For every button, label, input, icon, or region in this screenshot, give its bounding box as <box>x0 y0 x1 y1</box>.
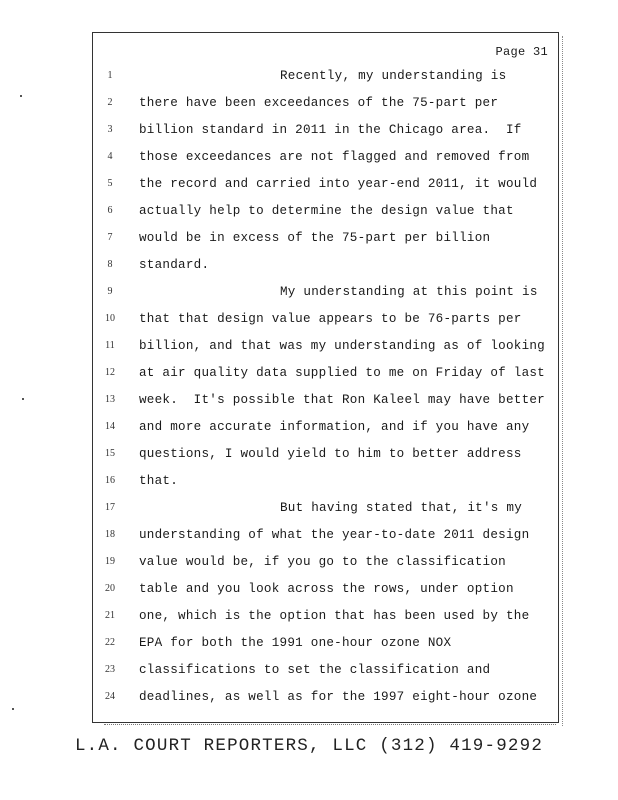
line-text: would be in excess of the 75-part per billion <box>139 231 491 245</box>
line-text: questions, I would yield to him to better address <box>139 447 522 461</box>
line-number: 7 <box>107 232 113 243</box>
line-text: there have been exceedances of the 75-part per <box>139 96 499 110</box>
line-number: 15 <box>105 448 115 459</box>
transcript-line <box>93 661 558 679</box>
transcript-line <box>93 391 558 409</box>
transcript-page <box>92 32 559 723</box>
line-number: 1 <box>107 70 113 81</box>
court-reporter-footer: L.A. COURT REPORTERS, LLC (312) 419-9292 <box>74 736 544 756</box>
line-text: that that design value appears to be 76-parts per <box>139 312 522 326</box>
transcript-line <box>93 283 558 301</box>
line-text: value would be, if you go to the classification <box>139 555 506 569</box>
line-text: deadlines, as well as for the 1997 eight-hour ozone <box>139 690 538 704</box>
line-number: 21 <box>105 610 115 621</box>
line-number: 16 <box>105 475 115 486</box>
line-text: and more accurate information, and if you have any <box>139 420 530 434</box>
line-text: EPA for both the 1991 one-hour ozone NOX <box>139 636 452 650</box>
scan-speck <box>22 398 24 400</box>
transcript-line <box>93 553 558 571</box>
transcript-lines <box>93 33 558 722</box>
line-text: standard. <box>139 258 210 272</box>
transcript-line <box>93 256 558 274</box>
line-number: 3 <box>107 124 113 135</box>
transcript-line <box>93 607 558 625</box>
transcript-line <box>93 526 558 544</box>
transcript-line <box>93 121 558 139</box>
line-text: actually help to determine the design value that <box>139 204 514 218</box>
line-number: 5 <box>107 178 113 189</box>
line-number: 6 <box>107 205 113 216</box>
line-text: one, which is the option that has been used by the <box>139 609 530 623</box>
line-text: billion, and that was my understanding as of looking <box>139 339 545 353</box>
line-number: 20 <box>105 583 115 594</box>
line-number: 23 <box>105 664 115 675</box>
transcript-line <box>93 337 558 355</box>
line-number: 18 <box>105 529 115 540</box>
line-number: 4 <box>107 151 113 162</box>
line-number: 19 <box>105 556 115 567</box>
line-text: But having stated that, it's my <box>280 501 523 515</box>
line-text: at air quality data supplied to me on Friday of last <box>139 366 545 380</box>
line-text: week. It's possible that Ron Kaleel may have better <box>139 393 545 407</box>
scan-speck <box>12 708 14 710</box>
line-number: 10 <box>105 313 115 324</box>
page-edge-artifact <box>562 36 564 726</box>
line-number: 12 <box>105 367 115 378</box>
transcript-line <box>93 202 558 220</box>
line-number: 17 <box>105 502 115 513</box>
line-number: 8 <box>107 259 113 270</box>
transcript-line <box>93 148 558 166</box>
transcript-line <box>93 634 558 652</box>
line-number: 13 <box>105 394 115 405</box>
transcript-line <box>93 310 558 328</box>
scan-noise-line <box>104 724 556 725</box>
scan-speck <box>20 95 22 97</box>
transcript-line <box>93 445 558 463</box>
transcript-line <box>93 229 558 247</box>
line-text: billion standard in 2011 in the Chicago area. If <box>139 123 522 137</box>
transcript-line <box>93 499 558 517</box>
transcript-line <box>93 472 558 490</box>
transcript-line <box>93 94 558 112</box>
line-number: 24 <box>105 691 115 702</box>
transcript-line <box>93 580 558 598</box>
page-number: Page 31 <box>495 45 548 59</box>
line-number: 11 <box>105 340 115 351</box>
line-text: the record and carried into year-end 2011, it would <box>139 177 538 191</box>
line-text: table and you look across the rows, under option <box>139 582 514 596</box>
line-number: 2 <box>107 97 113 108</box>
line-number: 22 <box>105 637 115 648</box>
line-text: understanding of what the year-to-date 2011 design <box>139 528 530 542</box>
transcript-line <box>93 418 558 436</box>
transcript-line <box>93 364 558 382</box>
line-number: 9 <box>107 286 113 297</box>
line-number: 14 <box>105 421 115 432</box>
line-text: Recently, my understanding is <box>280 69 507 83</box>
line-text: My understanding at this point is <box>280 285 538 299</box>
line-text: classifications to set the classification and <box>139 663 491 677</box>
transcript-line <box>93 67 558 85</box>
line-text: those exceedances are not flagged and removed from <box>139 150 530 164</box>
transcript-line <box>93 688 558 706</box>
line-text: that. <box>139 474 179 488</box>
transcript-line <box>93 175 558 193</box>
